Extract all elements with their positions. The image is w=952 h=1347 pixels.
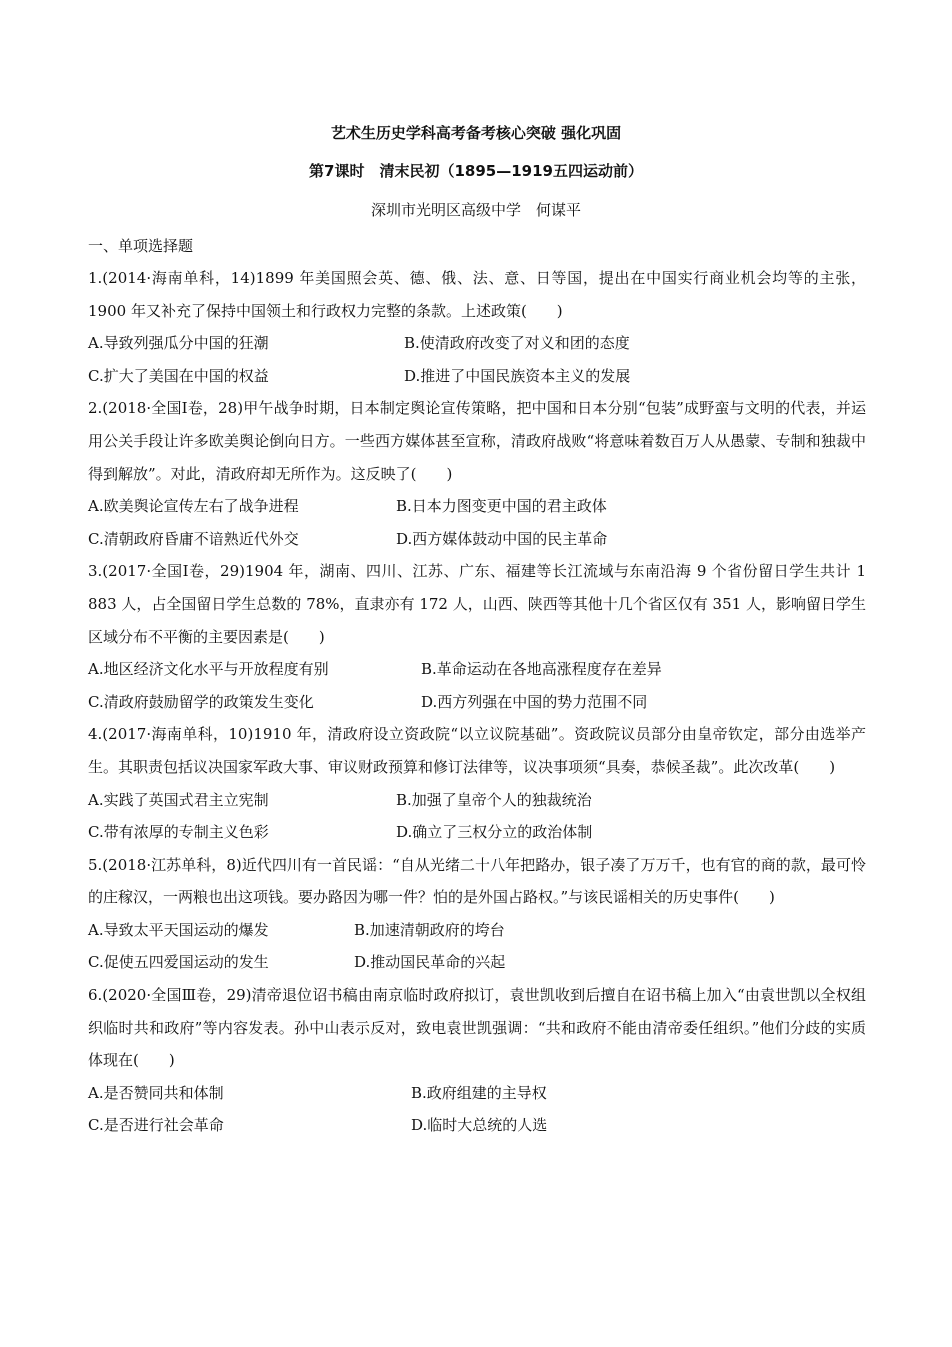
option-d: D.确立了三权分立的政治体制: [396, 823, 593, 842]
option-a: A.导致列强瓜分中国的狂潮: [88, 334, 269, 353]
option-b: B.使清政府改变了对义和团的态度: [404, 334, 630, 353]
option-a: A.实践了英国式君主立宪制: [88, 790, 269, 809]
option-row: [88, 490, 866, 523]
question-stem: 5.(2018·江苏单科，8)近代四川有一首民谣：“自从光绪二十八年把路办，银子凑了万万千，也有官的商的款，最可怜的庄稼汉，一两粮也出这项钱。要办路因为哪一件？怕的是外国占路权。”与该民谣相关的历史事件( ): [88, 855, 866, 907]
option-d: D.西方媒体鼓动中国的民主革命: [396, 529, 608, 548]
author-line: 深圳市光明区高级中学 何谋平: [370, 201, 581, 219]
option-row: [88, 784, 866, 817]
option-a: A.欧美舆论宣传左右了战争进程: [88, 497, 299, 516]
option-d: D.临时大总统的人选: [411, 1116, 548, 1135]
option-c: C.是否进行社会革命: [88, 1116, 224, 1135]
option-row: [88, 946, 866, 979]
option-c: C.清朝政府昏庸不谙熟近代外交: [88, 529, 299, 548]
question-2: [88, 392, 866, 555]
option-row: [88, 327, 866, 360]
option-b: B.日本力图变更中国的君主政体: [396, 497, 607, 516]
option-b: B.加速清朝政府的垮台: [354, 920, 505, 939]
option-row: [88, 686, 866, 719]
question-6: [88, 979, 866, 1142]
question-stem: 6.(2020·全国Ⅲ卷，29)清帝退位诏书稿由南京临时政府拟订，袁世凯收到后擅自在诏书稿上加入“由袁世凯以全权组织临时共和政府”等内容发表。孙中山表示反对，致电袁世凯强调：“共和政府不能由清帝委任组织。”他们分歧的实质体现在( ): [88, 986, 866, 1070]
option-a: A.地区经济文化水平与开放程度有别: [88, 660, 329, 679]
option-row: [88, 816, 866, 849]
option-row: [88, 1109, 866, 1142]
question-stem: 4.(2017·海南单科，10)1910 年，清政府设立资政院“以立议院基础”。资政院议员部分由皇帝钦定，部分由选举产生。其职责包括议决国家军政大事、审议财政预算和修订法律等，议决事项须“具奏，恭候圣裁”。此次改革( ): [88, 725, 866, 776]
question-list: [88, 262, 866, 1142]
option-b: B.革命运动在各地高涨程度存在差异: [421, 660, 662, 679]
option-c: C.扩大了美国在中国的权益: [88, 366, 269, 385]
option-a: A.导致太平天国运动的爆发: [88, 920, 269, 939]
option-d: D.推动国民革命的兴起: [354, 953, 506, 972]
question-3: [88, 555, 866, 718]
option-d: D.西方列强在中国的势力范围不同: [421, 692, 648, 711]
section-heading: 一、单项选择题: [88, 237, 194, 255]
option-row: [88, 653, 866, 686]
option-row: [88, 1077, 866, 1110]
question-stem: 1.(2014·海南单科，14)1899 年美国照会英、德、俄、法、意、日等国，提出在中国实行商业机会均等的主张，1900 年又补充了保持中国领土和行政权力完整的条款。上述政策( ): [88, 269, 866, 320]
option-row: [88, 914, 866, 947]
option-c: C.促使五四爱国运动的发生: [88, 953, 269, 972]
option-d: D.推进了中国民族资本主义的发展: [404, 366, 631, 385]
question-5: [88, 849, 866, 979]
lesson-subtitle: 第7课时 清末民初（1895—1919五四运动前）: [309, 162, 643, 180]
option-b: B.加强了皇帝个人的独裁统治: [396, 790, 592, 809]
question-4: [88, 718, 866, 848]
question-stem: 3.(2017·全国Ⅰ卷，29)1904 年，湖南、四川、江苏、广东、福建等长江流域与东南沿海 9 个省份留日学生共计 1 883 人，占全国留日学生总数的 78%，直隶亦有 172 人，山西、陕西等其他十几个省区仅有 351 人，影响留日学生区域分布不平衡的主要因素是( ): [88, 562, 866, 646]
question-1: [88, 262, 866, 392]
option-c: C.清政府鼓励留学的政策发生变化: [88, 692, 314, 711]
option-row: [88, 360, 866, 393]
document-title: 艺术生历史学科高考备考核心突破 强化巩固: [330, 124, 622, 142]
option-b: B.政府组建的主导权: [411, 1083, 547, 1102]
option-row: [88, 523, 866, 556]
option-c: C.带有浓厚的专制主义色彩: [88, 823, 269, 842]
question-stem: 2.(2018·全国Ⅰ卷，28)甲午战争时期，日本制定舆论宣传策略，把中国和日本分别“包装”成野蛮与文明的代表，并运用公关手段让许多欧美舆论倒向日方。一些西方媒体甚至宣称，清政府战败“将意味着数百万人从愚蒙、专制和独裁中得到解放”。对此，清政府却无所作为。这反映了( ): [88, 399, 866, 483]
option-a: A.是否赞同共和体制: [88, 1083, 224, 1102]
